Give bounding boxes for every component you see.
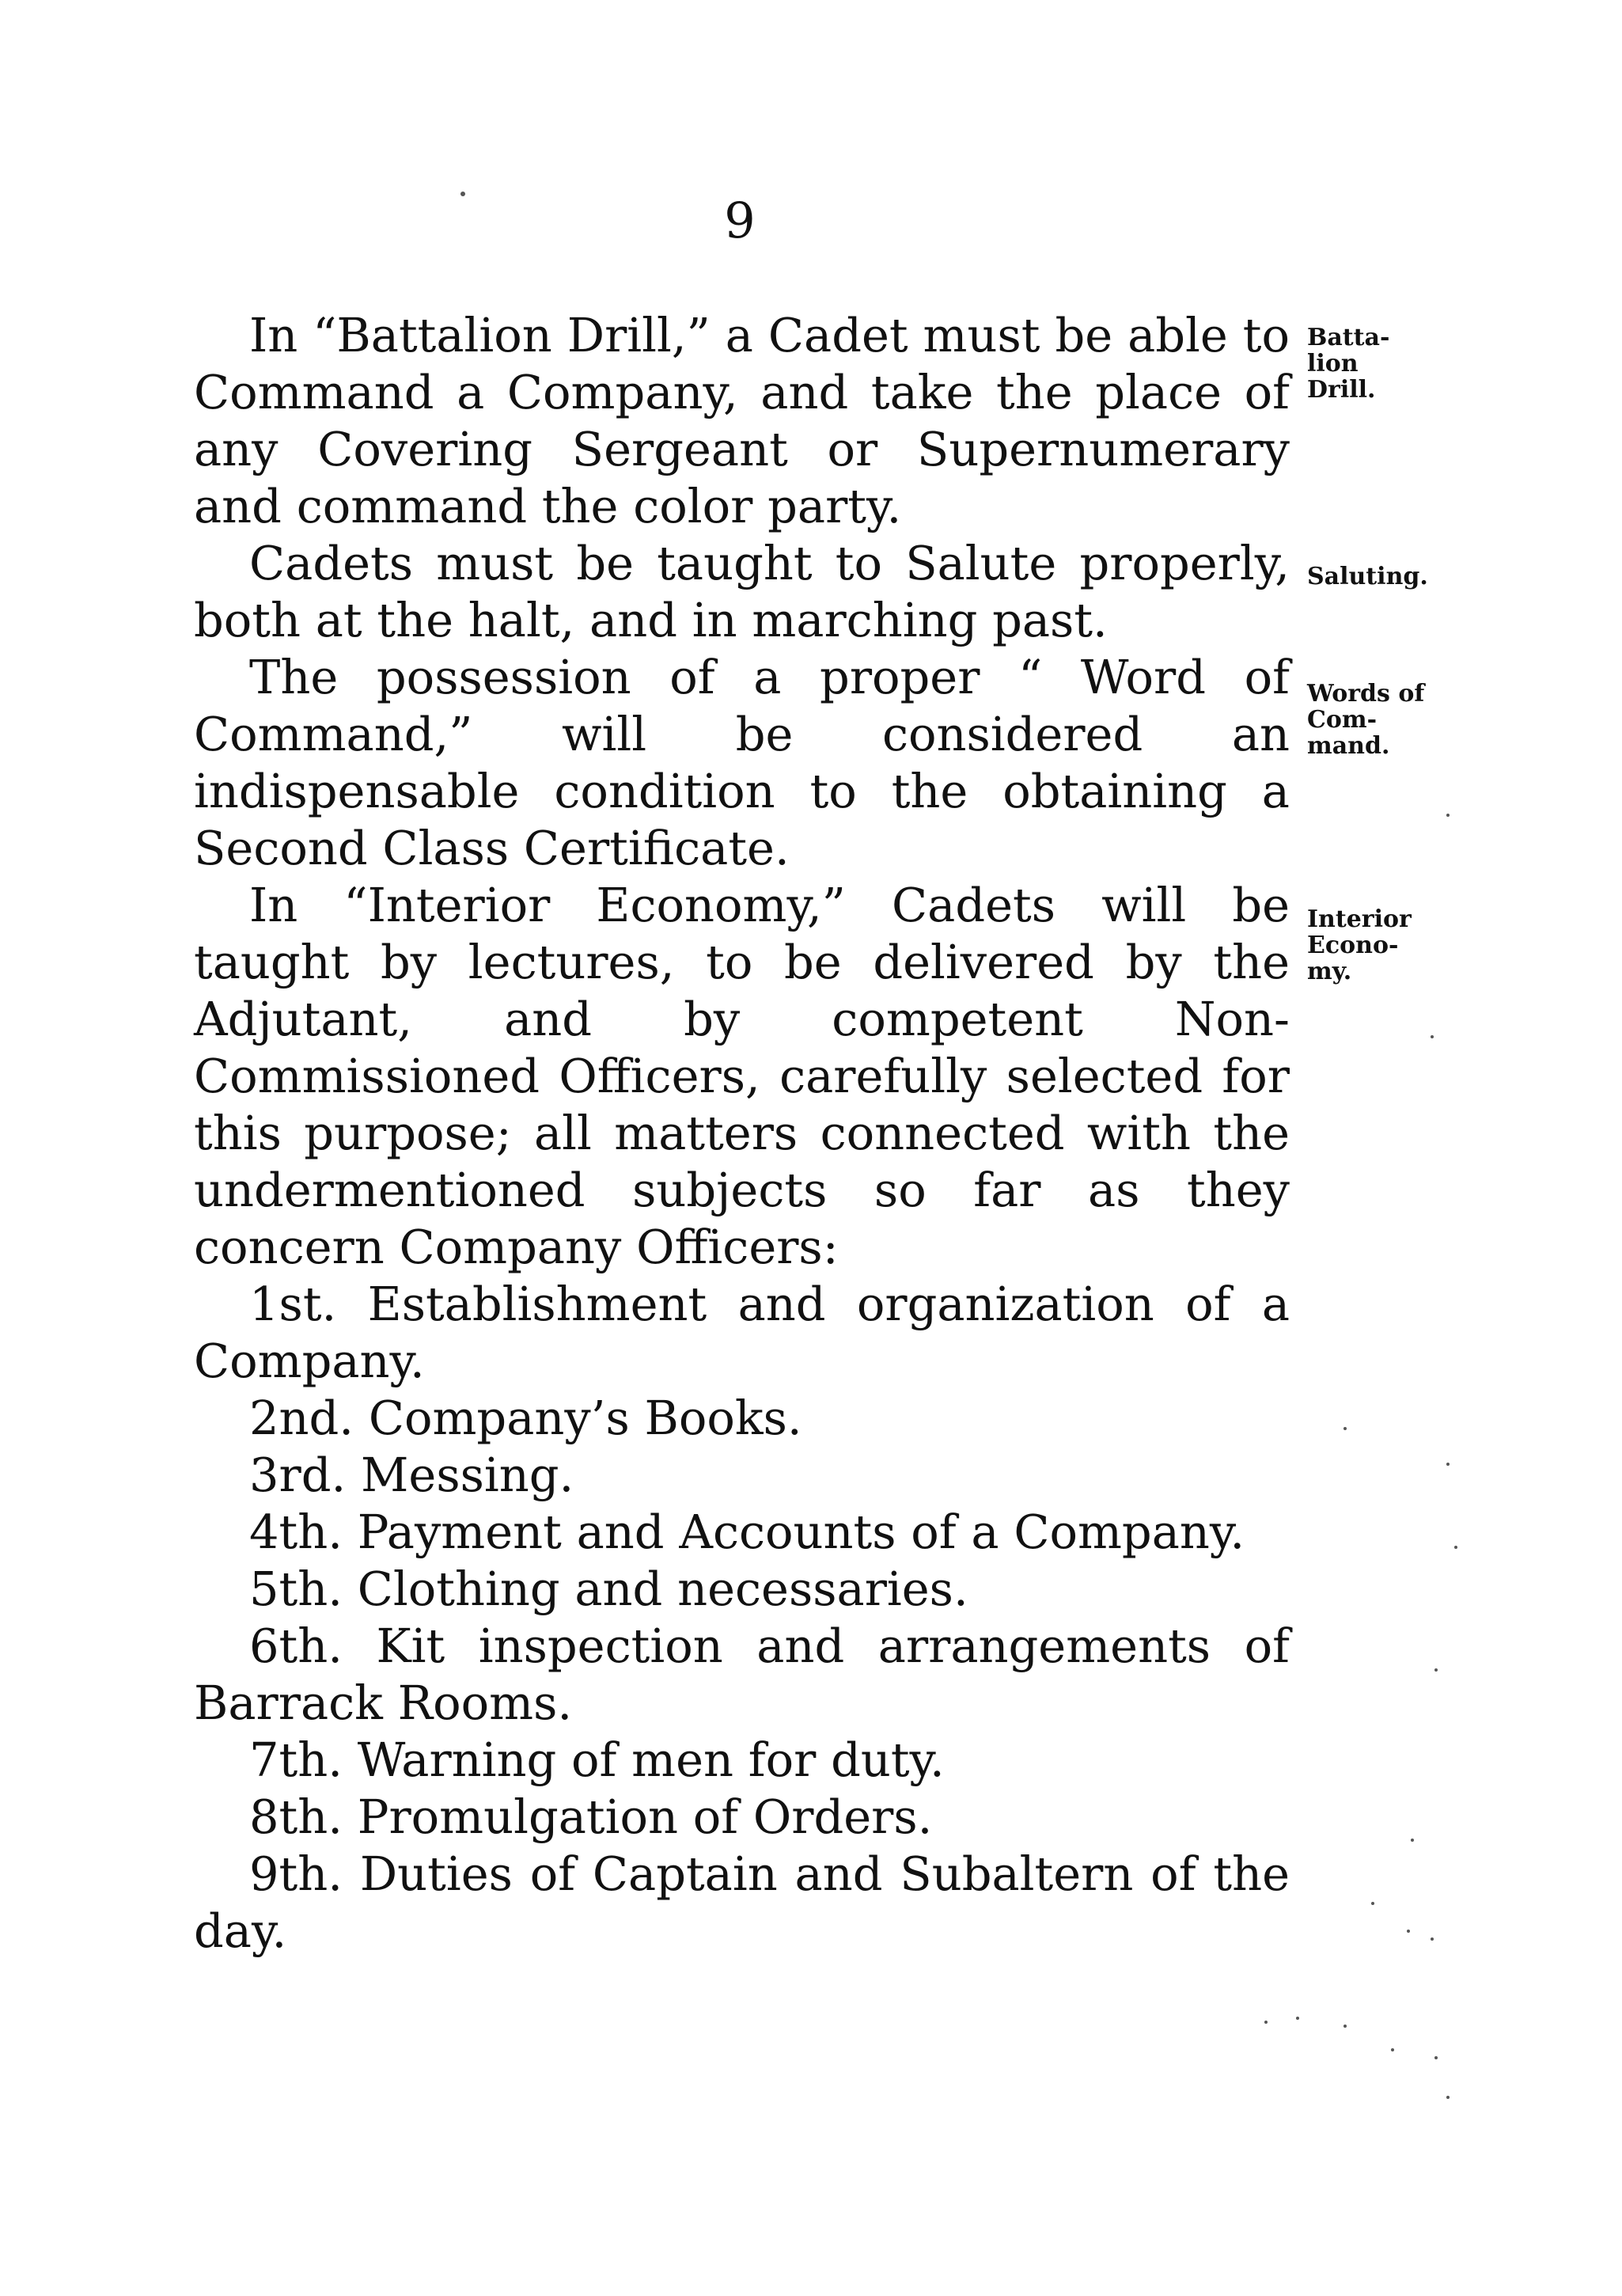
paragraph-words-of-command: The possession of a proper “ Word of Command,” will be considered an indispensable condition to the obtaining a Second Class Certificate. (194, 650, 1290, 875)
margin-note-words-of-command: Words of Com- mand. (1307, 680, 1425, 760)
list-item: 5th. Clothing and necessaries. (249, 1562, 968, 1616)
list-item: 7th. Warning of men for duty. (249, 1732, 945, 1787)
list-item: 9th. Duties of Captain and Subaltern of the day. (194, 1846, 1290, 1958)
margin-note-saluting: Saluting. (1307, 563, 1428, 590)
list-item: 8th. Promulgation of Orders. (249, 1789, 933, 1844)
paragraph-saluting: Cadets must be taught to Salute properly, both at the halt, and in marching past. (194, 536, 1290, 647)
list-item: 4th. Payment and Accounts of a Company. (249, 1505, 1245, 1559)
margin-note-battalion-drill: Batta- lion Drill. (1307, 324, 1390, 404)
list-item: 1st. Establishment and organization of a Company. (194, 1277, 1290, 1388)
paragraph-interior-economy: In “Interior Economy,” Cadets will be taught by lectures, to be delivered by the Adjutant, and by competent Non-Commissioned Officers, carefully selected for this purpose; all matters connected with the undermentioned subjects so far as they concern Company Officers: (194, 878, 1290, 1274)
page-number: 9 (724, 192, 756, 249)
list-item: 3rd. Messing. (249, 1448, 574, 1502)
list-item: 6th. Kit inspection and arrangements of Barrack Rooms. (194, 1619, 1290, 1730)
list-item: 2nd. Company’s Books. (249, 1391, 802, 1445)
margin-note-interior-economy: Interior Econo- my. (1307, 905, 1412, 985)
paragraph-battalion-drill: In “Battalion Drill,” a Cadet must be able to Command a Company, and take the place of any Covering Sergeant or Supernumerary and command the color party. (194, 308, 1290, 533)
